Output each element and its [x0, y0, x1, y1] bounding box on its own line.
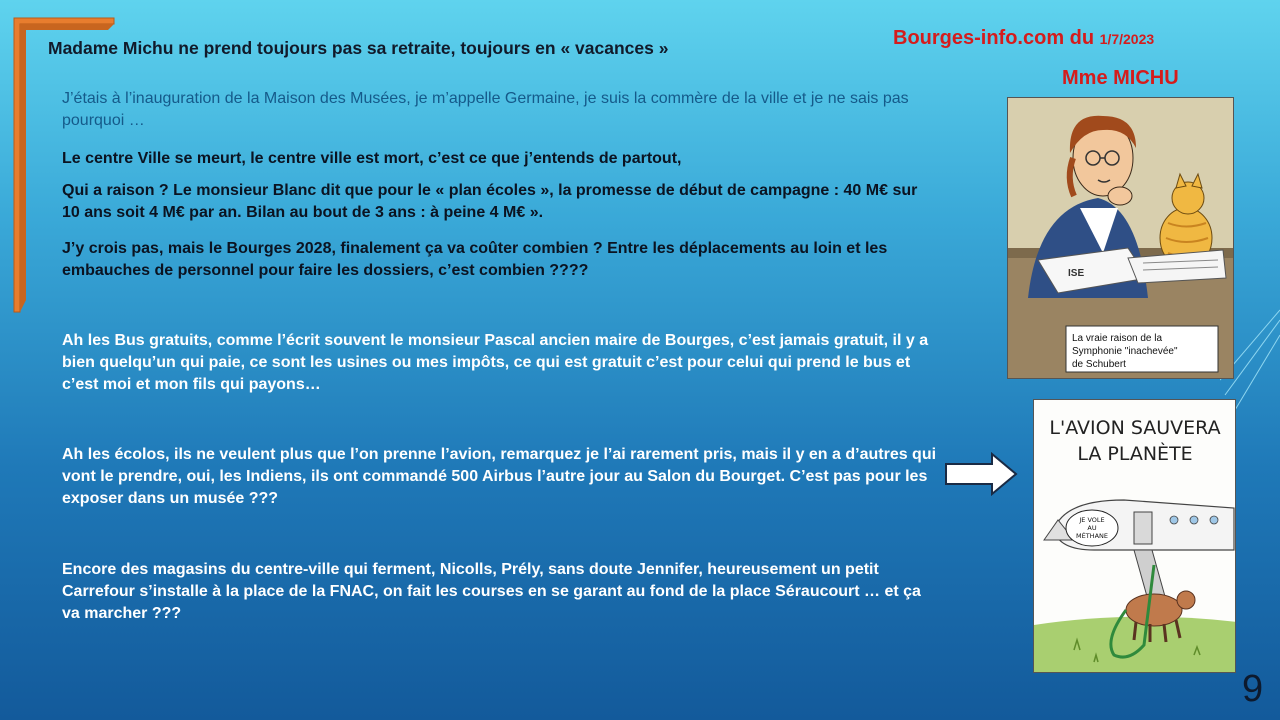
paragraph-centre-ville: Le centre Ville se meurt, le centre ville est mort, c’est ce que j’entends de partout, — [62, 150, 682, 167]
avion-cartoon — [1033, 399, 1236, 673]
bubble-line-3: MÉTHANE — [1076, 532, 1108, 540]
page-number: 9 — [1242, 668, 1264, 710]
bubble-line-2: AU — [1087, 524, 1097, 532]
source-date: 1/7/2023 — [1099, 31, 1155, 47]
avion-cartoon-drawing — [1034, 400, 1236, 673]
schubert-cartoon-drawing — [1008, 98, 1234, 379]
bubble-line-1: JE VOLE — [1079, 516, 1105, 524]
source-label — [893, 27, 1154, 50]
paragraph-intro: J’étais à l’inauguration de la Maison des Musées, je m’appelle Germaine, je suis la commère de la ville et je ne sais pas pourquoi … — [62, 90, 909, 129]
caption-line-2: Symphonie "inachevée" — [1072, 346, 1178, 357]
author-label: Mme MICHU — [1062, 67, 1179, 89]
paper-text: ISE — [1068, 268, 1085, 279]
caption-line-3: de Schubert — [1072, 359, 1126, 370]
caption-line-1: La vraie raison de la — [1072, 333, 1163, 344]
right-arrow-icon — [944, 452, 1018, 496]
paragraph-bus-gratuits: Ah les Bus gratuits, comme l’écrit souvent le monsieur Pascal ancien maire de Bourges, c’est jamais gratuit, il y a bien quelqu’un qui paie, ce sont les usines ou mes impôts, ce qui est gratuit c’est pour celui qui prend le bus et c’est moi et mon fils qui payons… — [62, 332, 929, 393]
paragraph-plan-ecoles: Qui a raison ? Le monsieur Blanc dit que pour le « plan écoles », la promesse de début de campagne : 40 M€ sur 10 ans soit 4 M€ par an. Bilan au bout de 3 ans : à peine 4 M€ ». — [62, 182, 918, 221]
slide-title: Madame Michu ne prend toujours pas sa retraite, toujours en « vacances » — [48, 38, 669, 58]
source-name: Bourges-info.com du — [893, 27, 1100, 49]
paragraph-ecolos: Ah les écolos, ils ne veulent plus que l’on prenne l’avion, remarquez je l’ai rarement pris, mais il y en a d’autres qui vont le prendre, oui, les Indiens, ils ont commandé 500 Airbus l’autre jour au Salon du Bourget. C’est pas pour les exposer dans un musée ??? — [62, 446, 937, 507]
cartoon-headline-1: L'AVION SAUVERA — [1049, 417, 1221, 439]
paragraph-bourges-2028: J’y crois pas, mais le Bourges 2028, finalement ça va coûter combien ? Entre les déplacements au loin et les embauches de personnel pour faire les dossiers, c’est combien ???? — [62, 240, 888, 279]
cartoon-headline-2: LA PLANÈTE — [1077, 443, 1193, 465]
paragraph-magasins: Encore des magasins du centre-ville qui ferment, Nicolls, Prély, sans doute Jennifer, heureusement un petit Carrefour s’installe à la place de la FNAC, on fait les courses en se garant au fond de la place Séraucourt … et ça va marcher ??? — [62, 561, 921, 622]
schubert-cartoon — [1007, 97, 1234, 379]
